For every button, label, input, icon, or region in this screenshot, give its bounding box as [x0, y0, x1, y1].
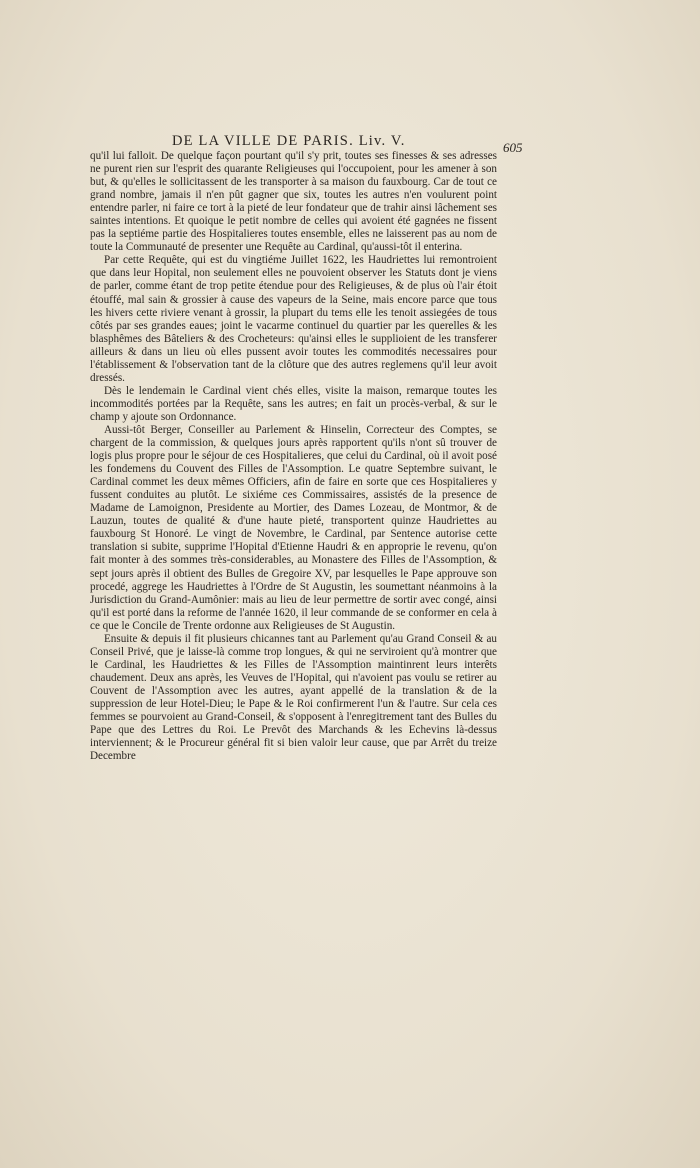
paragraph: Ensuite & depuis il fit plusieurs chicannes tant au Parlement qu'au Grand Conseil & au Conseil Privé, que je laisse-là comme trop longues, & qui ne serviroient qu'à montrer que le Cardinal, les Haudriettes & les Filles de l'Assomption maintinrent leurs interêts chaudement. Deux ans après, les Veuves de l'Hopital, qui n'avoient pas voulu se retirer au Couvent de l'Assomption avec les autres, ayant appellé de la translation & de la suppression de leur Hotel-Dieu; le Pape & le Roi confirmerent l'un & l'autre. Sur cela ces femmes se pourvoient au Grand-Conseil, & s'opposent à l'enregitrement tant des Bulles du Pape que des Lettres du Roi. Le Prevôt des Marchands & les Echevins là-dessus interviennent; & le Procureur général fit si bien valoir leur cause, que par Arrêt du treize Decembre	[90, 632, 497, 763]
body-text	[90, 150, 497, 763]
paragraph: qu'il lui falloit. De quelque façon pourtant qu'il s'y prit, toutes ses finesses & ses adresses ne purent rien sur l'esprit des quarante Religieuses qui l'occupoient, pour les amener à son but, & qu'elles le sollicitassent de les transporter à sa maison du fauxbourg. Car de tout ce grand nombre, jamais il n'en pût gagner que six, toutes les autres n'en voulurent point entendre parler, ni faire ce tort à la pieté de leur fondateur que de trahir ainsi lâchement ses saintes intentions. Et quoique le petit nombre de celles qui avoient été gagnées ne fissent pas la septiéme partie des Hospitalieres toutes ensemble, elles ne laisserent pas au nom de toute la Communauté de presenter une Requête au Cardinal, qu'aussi-tôt il enterina.	[90, 150, 497, 254]
paragraph: Dès le lendemain le Cardinal vient chés elles, visite la maison, remarque toutes les incommodités portées par la Requête, sans les autres; en fait un procès-verbal, & sur le champ y ajoute son Ordonnance.	[90, 384, 497, 423]
page-number: 605	[503, 140, 523, 155]
running-title: DE LA VILLE DE PARIS. Liv. V.	[172, 133, 406, 149]
paragraph: Par cette Requête, qui est du vingtiéme Juillet 1622, les Haudriettes lui remontroient que dans leur Hopital, non seulement elles ne pouvoient observer les Statuts dont je viens de parler, comme étant de trop petite étendue pour des Religieuses, & de plus où l'air étoit étouffé, mal sain & grossier à cause des vapeurs de la Seine, mais encore parce que tous les hivers cette riviere venant à grossir, la plupart du tems elle les tenoit assiegées de tous côtés par ses grandes eaues; joint le vacarme continuel du quartier par les querelles & les blasphêmes des Bâteliers & des Crocheteurs: qu'ainsi elles le supplioient de les transferer ailleurs & dans un lieu où elles pussent avoir toutes les commodités necessaires pour l'établissement & l'observation tant de la clôture que des autres reglemens qu'il leur avoit dressés.	[90, 254, 497, 384]
paragraph: Aussi-tôt Berger, Conseiller au Parlement & Hinselin, Correcteur des Comptes, se chargent de la commission, & quelques jours après rapportent qu'ils n'ont sû trouver de logis plus propre pour le séjour de ces Hospitalieres, que celui du Cardinal, où il avoit posé les fondemens du Couvent des Filles de l'Assomption. Le quatre Septembre suivant, le Cardinal commet les deux mêmes Officiers, afin de faire en sorte que ces Hospitalieres y fussent conduites au plutôt. Le sixiéme ces Commissaires, assistés de la presence de Madame de Lamoignon, Presidente au Mortier, des Dames Lozeau, de Montmor, & de Lauzun, toutes de qualité & d'une haute pieté, transportent quinze Haudriettes au fauxbourg St Honoré. Le vingt de Novembre, le Cardinal, par Sentence autorise cette translation si subite, supprime l'Hopital d'Etienne Haudri & en approprie le revenu, qu'on fait monter à des sommes très-considerables, au Monastere des Filles de l'Assomption, & sept jours après il obtient des Bulles de Gregoire XV, par lesquelles le Pape approuve son procedé, aggrege les Haudriettes à l'Ordre de St Augustin, les soumettant néanmoins à la Jurisdiction du Grand-Aumônier: mais au lieu de leur permettre de sortir avec congé, ainsi qu'il est porté dans la reforme de l'année 1620, il leur commande de se conformer en cela à ce que le Concile de Trente ordonne aux Religieuses de St Augustin.	[90, 423, 497, 632]
